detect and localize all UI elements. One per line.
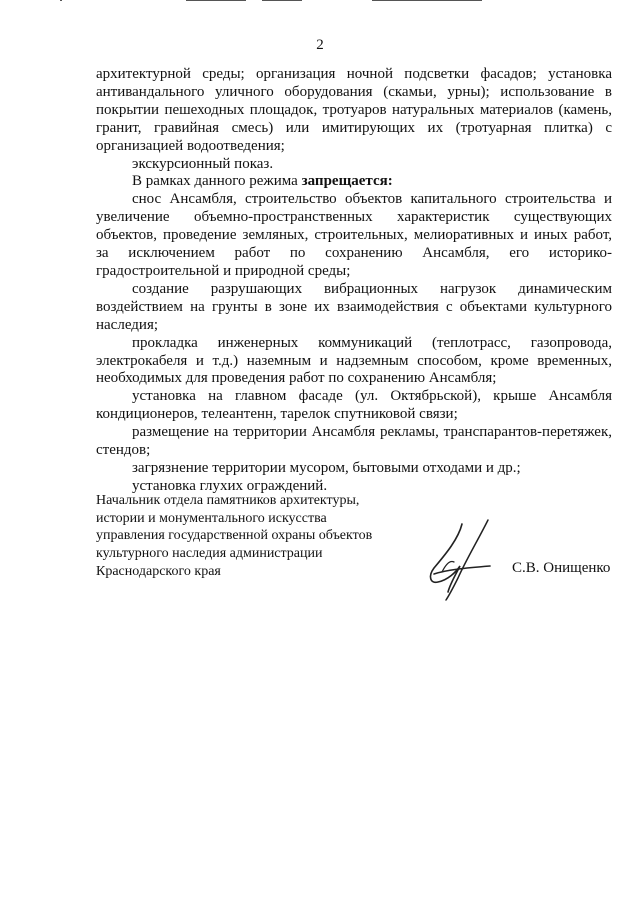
scan-edge-mark xyxy=(186,0,246,1)
paragraph: архитектурной среды; организация ночной подсветки фасадов; установка антивандального уличного оборудования (скамьи, урны); использование в покрытии пешеходных площадок, тротуаров натуральных материалов (камень, гранит, гравийная смесь) или имитирующих их (тротуарная плитка) с организацией водоотведения; xyxy=(96,66,612,154)
paragraph: создание разрушающих вибрационных нагрузок динамическим воздействием на грунты в зоне их взаимодействия с объектами культурного наследия; xyxy=(96,280,612,333)
scan-edge-mark xyxy=(60,0,62,1)
heading-emphasis: запрещается: xyxy=(301,173,393,190)
signatory-title-line: истории и монументального искусства xyxy=(96,510,327,526)
scan-edge-mark xyxy=(262,0,302,1)
page-number: 2 xyxy=(316,37,324,53)
signatory-name: С.В. Онищенко xyxy=(512,560,611,576)
scan-edge-mark xyxy=(372,0,482,1)
signatory-title xyxy=(96,492,426,581)
heading-prefix: В рамках данного режима xyxy=(132,173,302,190)
signatory-title-line: культурного наследия администрации xyxy=(96,546,323,562)
paragraph-prohibitions-heading xyxy=(96,173,612,191)
paragraph: экскурсионный показ. xyxy=(132,155,274,172)
paragraph: прокладка инженерных коммуникаций (теплотрасс, газопровода, электрокабеля и т.д.) наземным и надземным способом, кроме временных, необходимых для проведения работ по сохранению Ансамбля; xyxy=(96,334,612,387)
signatory-title-line: Краснодарского края xyxy=(96,563,221,579)
paragraph: загрязнение территории мусором, бытовыми отходами и др.; xyxy=(132,459,521,476)
signatory-title-line: управления государственной охраны объектов xyxy=(96,528,373,544)
paragraph: установка глухих ограждений. xyxy=(132,477,328,494)
handwritten-signature xyxy=(420,512,500,602)
signatory-title-line: Начальник отдела памятников архитектуры, xyxy=(96,493,360,508)
paragraph: снос Ансамбля, строительство объектов капитального строительства и увеличение объемно-пространственных характеристик существующих объектов, проведение земляных, строительных, мелиоративных и иных работ, за исключением работ по сохранению Ансамбля, его историко-градостроительной и природной среды; xyxy=(96,191,612,279)
document-body xyxy=(96,66,612,496)
paragraph: размещение на территории Ансамбля рекламы, транспарантов-перетяжек, стендов; xyxy=(96,424,612,459)
paragraph: установка на главном фасаде (ул. Октябрьской), крыше Ансамбля кондиционеров, телеантенн, тарелок спутниковой связи; xyxy=(96,388,612,423)
